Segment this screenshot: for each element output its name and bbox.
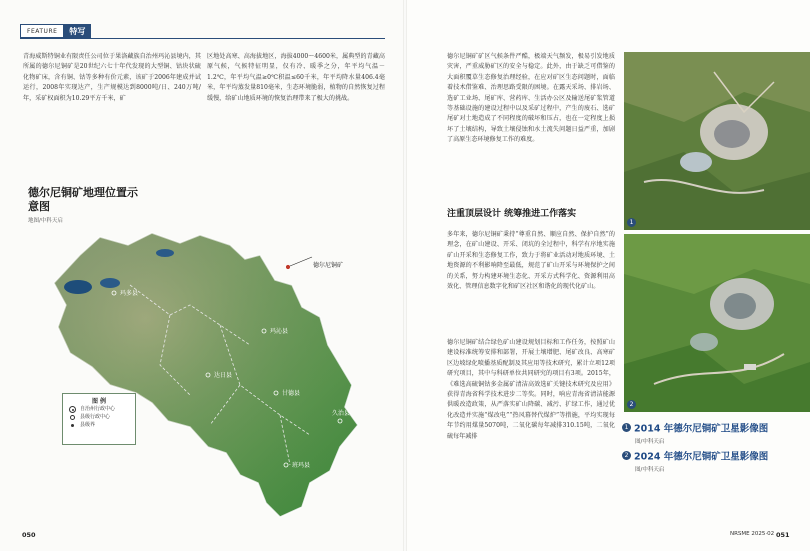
county-center-icon xyxy=(70,415,75,420)
photo-caption-2 xyxy=(622,445,768,473)
town-label-maduo: 玛多县 xyxy=(120,290,139,297)
map-legend xyxy=(62,393,136,445)
legend-item: 县级界 xyxy=(69,421,135,429)
section-tag xyxy=(20,24,91,38)
location-map xyxy=(40,225,370,525)
article-paragraph-top: 德尔尼铜矿矿区气候条件严酷，极端天气频发，极易引发地质灾害，严重威胁矿区的安全与稳定。此外，由于缺乏可借鉴的大面积覆草生态修复治理经验，在应对矿区生态问题时，面临着技术借鉴难、治理思路受限的困境。在露天采场、排岩场、选矿工业场、尾矿库、营药库、生活办公区及输送尾矿浆管道等基础设施的建设过程中以及采矿过程中，产生的废石、选矿尾矿对土地造成了不同程度的破坏和压占，也在一定程度上损坏了土壤结构，导致土壤侵蚀和水土流失问题日益严重，加剧了高原生态环境修复工作的难度。 xyxy=(447,53,615,144)
town-label-banma: 班玛县 xyxy=(292,462,311,469)
lake-1 xyxy=(64,280,92,294)
photo-number-badge: 2 xyxy=(627,400,636,409)
mine-callout-label: 德尔尼铜矿 xyxy=(313,262,344,269)
lake-2 xyxy=(100,278,120,288)
map-credit: 地图/中科天启 xyxy=(28,218,63,224)
photo-number-badge: 1 xyxy=(627,218,636,227)
section-tag-english: FEATURE xyxy=(20,24,63,38)
page-number-left: 050 xyxy=(22,531,36,539)
page-number-right: 051 xyxy=(776,531,790,539)
legend-title: 图 例 xyxy=(91,398,107,405)
journal-footer: NRSME 2025·02 xyxy=(730,531,775,537)
photo-caption-1 xyxy=(622,417,768,445)
page-gutter xyxy=(403,0,407,551)
caption-number-badge: 1 xyxy=(622,423,631,432)
town-label-dari: 达日县 xyxy=(214,372,233,379)
caption-credit: 图/中科天启 xyxy=(635,439,665,445)
intro-paragraph-col2: 区地处高寒、高海拔地区，海拔4000～4600米，属典型的青藏高原气候，气候特征明显，仅有冷、暖季之分，年平均气温－1.2℃，年平均气温≥0℃积温≤60千米，年平均降水量406.4毫米，年平均蒸发量810毫米，生态环境脆弱，植物的自然恢复过程缓慢，给矿山地质环境的恢复治理带来了极大的挑战。 xyxy=(207,53,385,102)
intro-paragraph-col1: 青海威斯特铜业有限责任公司位于果洛藏族自治州玛沁县境内，其所属的德尔尼铜矿是20世纪六七十年代发现的大型铜、钴块状硫化物矿床，含有铜、钴等多种有价元素，该矿于2006年建成并试运行，2008年实现达产，生产规模达到8000吨/日、240万吨/年，采矿权面积为10.29平方千米，矿 xyxy=(23,53,201,102)
prefecture-center-icon xyxy=(69,406,76,413)
town-label-maqin: 玛沁县 xyxy=(270,328,289,335)
section-subheading: 注重顶层设计 统筹推进工作落实 xyxy=(447,209,577,219)
caption-credit: 图/中科天启 xyxy=(635,467,665,473)
caption-title: 2014 年德尔尼铜矿卫星影像图 xyxy=(634,423,769,435)
mine-location-marker xyxy=(286,265,291,270)
satellite-image-2024 xyxy=(624,234,810,412)
town-label-jiuzhi: 久治县 xyxy=(332,410,351,417)
header-rule xyxy=(20,38,385,39)
section-tag-chinese: 特写 xyxy=(63,24,91,38)
legend-item: 自治州行政中心 xyxy=(69,405,135,413)
article-paragraph-bottom: 德尔尼铜矿结合绿色矿山建设规划目标和工作任务，按照矿山建设标准统筹安排和部署，开展土壤增肥、尾矿改良、高寒矿区边坡绿化喷播基质配制及其应用等技术研究，累计立项12项研究项目，其中与科研单位共同研究的项目有3项。2015年，《难选高硫铜钴多金属矿清洁高效选矿关键技术研究及应用》获得青海省科学技术进步二等奖。同时，响应青海省清洁能源供暖改造政策，从严落实矿山降碳、减污、扩绿工作，通过优化改造并实施“煤改电”“热风幕替代煤炉”等措施，平均实现每年节约用煤量5070吨，二氧化碳每年减排310.15吨，二氧化硫每年减排 xyxy=(447,339,615,440)
satellite-image-2014 xyxy=(624,52,810,230)
caption-title: 2024 年德尔尼铜矿卫星影像图 xyxy=(634,451,769,463)
county-boundary-icon xyxy=(71,424,74,427)
caption-number-badge: 2 xyxy=(622,451,631,460)
town-label-gande: 甘德县 xyxy=(282,390,301,397)
legend-item: 县级行政中心 xyxy=(69,413,135,421)
article-paragraph-mid: 多年来，德尔尼铜矿秉持“尊重自然、顺应自然、保护自然”的理念，在矿山建设、开采、闭坑的全过程中，科学有序地实施矿山开采和生态修复工作，致力于将矿业活动对地质环境、土地资源的不利影响降至最低，规范了矿山开采与环境保护之间的关系，努力构建环境生态化、开采方式科学化、资源利用高效化、管理信息数字化和矿区社区和谐化的现代化矿山。 xyxy=(447,231,615,291)
lake-3 xyxy=(156,249,174,257)
map-title: 德尔尼铜矿地理位置示意图 xyxy=(28,186,138,213)
